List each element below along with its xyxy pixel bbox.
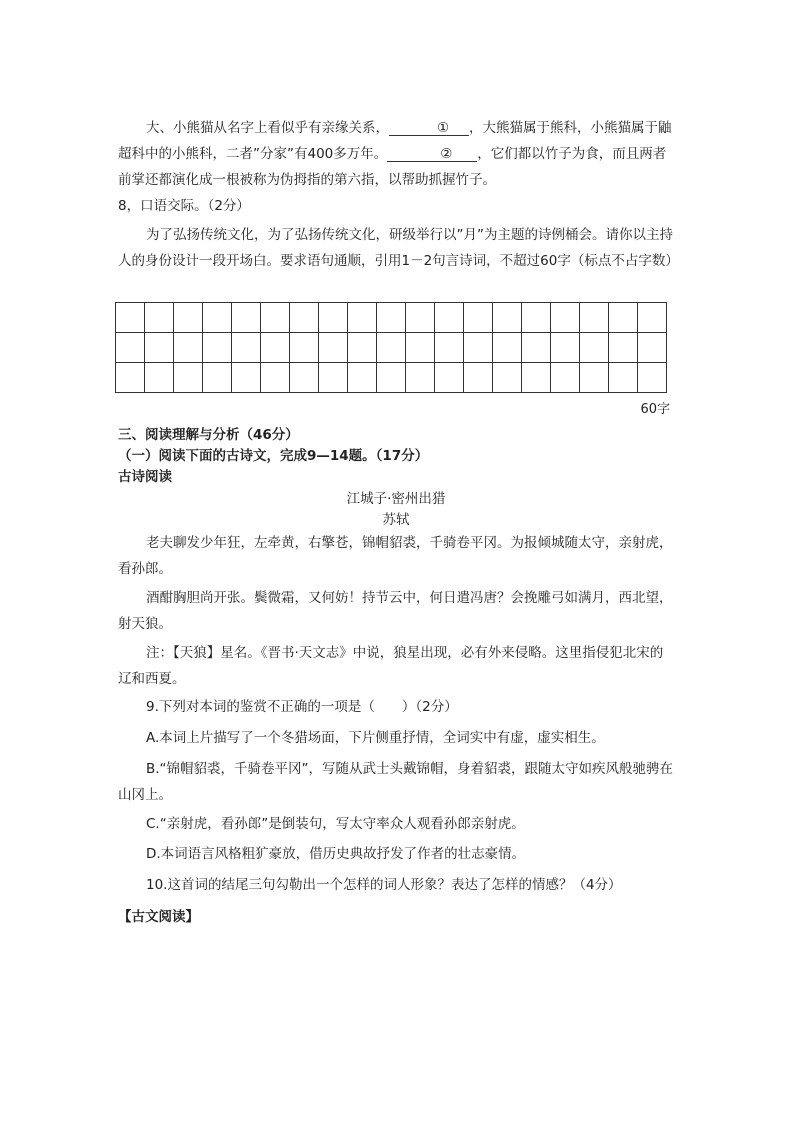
grid-cell[interactable]	[638, 303, 667, 333]
grid-cell[interactable]	[435, 363, 464, 393]
passage-part2: ，大熊猫属于熊科，小熊猫属于鼬超科中的小熊科，二者”分家”有400多万年。	[118, 120, 672, 162]
grid-cell[interactable]	[232, 303, 261, 333]
grid-cell[interactable]	[290, 303, 319, 333]
classical-reading-label: 【古文阅读】	[118, 909, 199, 925]
grid-cell[interactable]	[580, 363, 609, 393]
q9-option-b[interactable]: B.“锦帽貂裘，千骑卷平冈”，写随从武士头戴锦帽，身着貂裘，跟随太守如疾风般驰骋在山冈上。	[118, 761, 674, 803]
grid-cell[interactable]	[406, 303, 435, 333]
grid-cell[interactable]	[377, 363, 406, 393]
word-count-label: 60字	[640, 402, 670, 417]
grid-cell[interactable]	[435, 333, 464, 363]
grid-cell[interactable]	[551, 333, 580, 363]
q9-option-a[interactable]: A.本词上片描写了一个冬猎场面，下片侧重抒情，全词实中有虚，虚实相生。	[146, 730, 605, 746]
poem-reading-label: 古诗阅读	[118, 469, 172, 485]
grid-cell[interactable]	[493, 303, 522, 333]
blank-2[interactable]: ②	[387, 145, 477, 162]
q9-option-d[interactable]: D.本词语言风格粗犷豪放，借历史典故抒发了作者的壮志豪情。	[146, 846, 526, 862]
grid-cell[interactable]	[609, 333, 638, 363]
grid-cell[interactable]	[638, 333, 667, 363]
grid-cell[interactable]	[522, 333, 551, 363]
q8-title: 8，口语交际。（2分）	[118, 198, 250, 214]
grid-cell[interactable]	[609, 363, 638, 393]
poem-title: 江城子·密州出猎	[346, 491, 446, 507]
section-3-title: 三、阅读理解与分析（46分）	[118, 427, 299, 443]
poem-stanza-2: 酒酣胸胆尚开张。鬓微霜，又何妨！持节云中，何日遣冯唐？会挽雕弓如满月，西北望，射天狼。	[118, 590, 673, 632]
grid-cell[interactable]	[377, 303, 406, 333]
grid-cell[interactable]	[319, 363, 348, 393]
grid-cell[interactable]	[203, 333, 232, 363]
passage-part3: ，它们都以竹子为食，而且两者前掌还都演化成一根被称为伪拇指的第六指，以帮助抓握竹子。	[118, 146, 667, 188]
grid-cell[interactable]	[116, 303, 145, 333]
grid-cell[interactable]	[290, 333, 319, 363]
grid-cell[interactable]	[609, 303, 638, 333]
passage-part1: 大、小熊猫从名字上看似乎有亲缘关系，	[146, 120, 389, 136]
grid-cell[interactable]	[406, 363, 435, 393]
grid-cell[interactable]	[464, 303, 493, 333]
grid-cell[interactable]	[435, 303, 464, 333]
grid-cell[interactable]	[174, 303, 203, 333]
grid-row	[116, 363, 667, 393]
poem-note: 注：【天狼】星名。《晋书·天文志》中说，狼星出现，必有外来侵略。这里指侵犯北宋的辽和西夏。	[118, 645, 664, 687]
grid-row	[116, 303, 667, 333]
grid-cell[interactable]	[174, 333, 203, 363]
poem-author: 苏轼	[382, 512, 410, 528]
grid-row	[116, 333, 667, 363]
grid-cell[interactable]	[290, 363, 319, 393]
grid-cell[interactable]	[464, 333, 493, 363]
grid-cell[interactable]	[348, 333, 377, 363]
q9-option-c[interactable]: C.“亲射虎，看孙郎”是倒装句，写太守率众人观看孙郎亲射虎。	[146, 816, 525, 832]
grid-cell[interactable]	[377, 333, 406, 363]
q9-stem: 9.下列对本词的鉴赏不正确的一项是（ ）（2分）	[146, 699, 458, 715]
grid-cell[interactable]	[261, 333, 290, 363]
grid-cell[interactable]	[319, 333, 348, 363]
poem-stanza-1: 老夫聊发少年狂，左牵黄，右擎苍，锦帽貂裘，千骑卷平冈。为报倾城随太守，亲射虎，看孙郎。	[118, 535, 673, 577]
grid-cell[interactable]	[348, 363, 377, 393]
grid-cell[interactable]	[580, 333, 609, 363]
grid-cell[interactable]	[493, 363, 522, 393]
grid-cell[interactable]	[116, 333, 145, 363]
grid-cell[interactable]	[580, 303, 609, 333]
blank-1[interactable]: ①	[389, 119, 469, 136]
grid-cell[interactable]	[203, 303, 232, 333]
grid-cell[interactable]	[261, 363, 290, 393]
answer-grid[interactable]	[115, 302, 667, 393]
grid-cell[interactable]	[145, 333, 174, 363]
grid-cell[interactable]	[261, 303, 290, 333]
grid-cell[interactable]	[232, 363, 261, 393]
section-3-subtitle: （一）阅读下面的古诗文，完成9—14题。（17分）	[118, 448, 429, 464]
grid-cell[interactable]	[348, 303, 377, 333]
grid-cell[interactable]	[174, 363, 203, 393]
grid-cell[interactable]	[116, 363, 145, 393]
grid-cell[interactable]	[522, 363, 551, 393]
grid-cell[interactable]	[551, 303, 580, 333]
grid-cell[interactable]	[203, 363, 232, 393]
grid-cell[interactable]	[551, 363, 580, 393]
passage-paragraph	[118, 115, 674, 193]
grid-cell[interactable]	[145, 363, 174, 393]
grid-cell[interactable]	[232, 333, 261, 363]
grid-cell[interactable]	[522, 303, 551, 333]
grid-cell[interactable]	[638, 363, 667, 393]
q10-stem: 10.这首词的结尾三句勾勒出一个怎样的词人形象？表达了怎样的情感？（4分）	[146, 877, 622, 893]
grid-cell[interactable]	[493, 333, 522, 363]
grid-cell[interactable]	[406, 333, 435, 363]
grid-cell[interactable]	[145, 303, 174, 333]
grid-cell[interactable]	[464, 363, 493, 393]
q8-prompt: 为了弘扬传统文化，为了弘扬传统文化，研级举行以”月”为主题的诗例桶会。请你以主持人的身份设计一段开场白。要求语句通顺，引用1－2句言诗词，不超过60字（标点不占字数）	[118, 227, 679, 269]
grid-cell[interactable]	[319, 303, 348, 333]
